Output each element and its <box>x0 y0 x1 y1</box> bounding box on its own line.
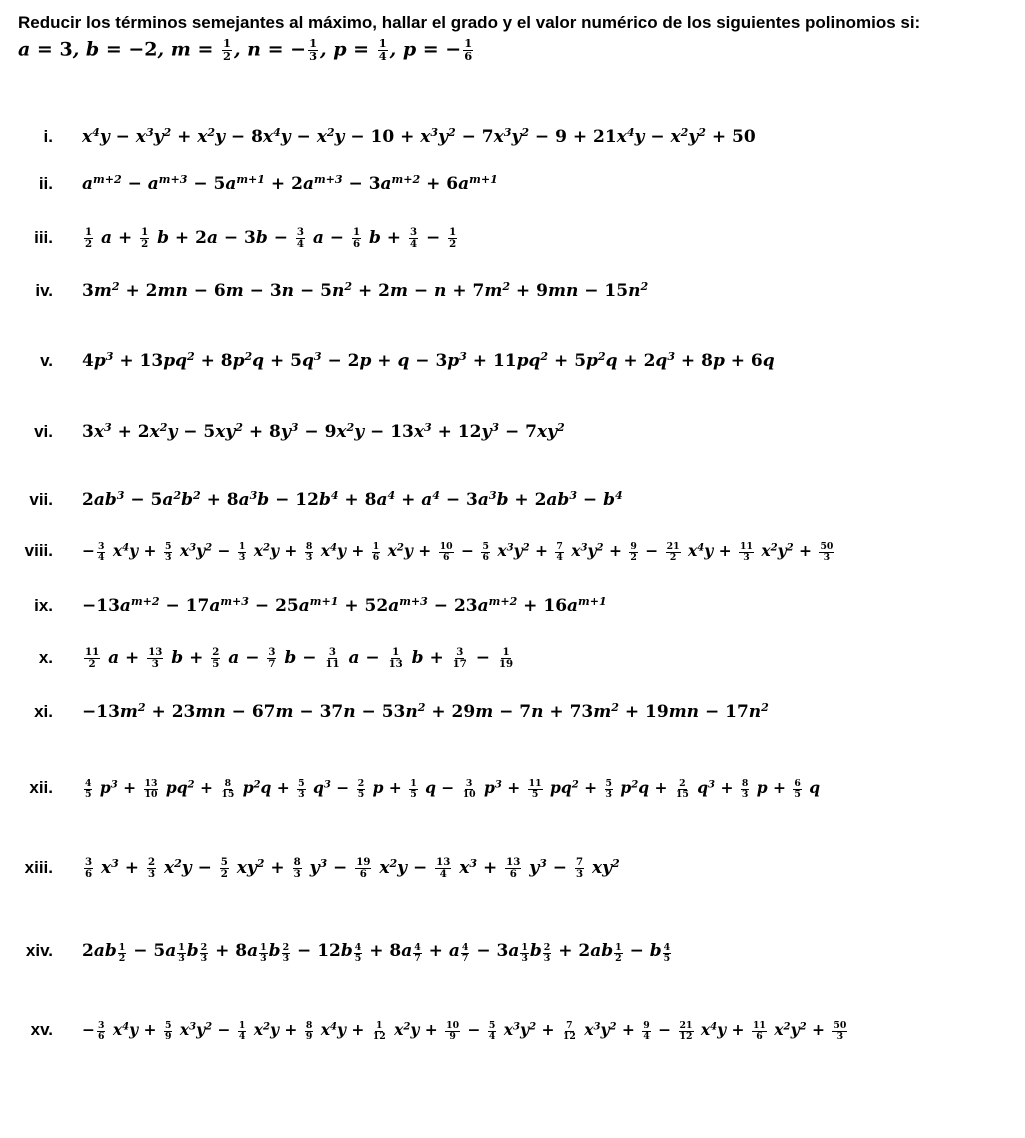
exercise-row <box>0 164 1025 204</box>
exercise-expression: $\frac{4}{5}$ $p^3$ + $\frac{13}{10}$ $pq^2$ + $\frac{8}{15}$ $p^2q$ + $\frac{5}{3}$ $q^3$ − $\frac{2}{5}$ p + $\frac{1}{5}$ q − $\frac{3}{10}$ $p^3$ + $\frac{11}{5}$ $pq^2$ + $\frac{5}{3}$ $p^2q$ + $\frac{2}{15}$ $q^3$ + $\frac{8}{3}$ p + $\frac{6}{5}$ q <box>85 777 821 800</box>
exercise-number: vii. <box>29 490 53 509</box>
exercise-number: i. <box>43 127 53 146</box>
exercise-row <box>0 586 1025 626</box>
exercise-row <box>0 341 1025 381</box>
exercise-number: x. <box>38 648 53 667</box>
exercise-number: xiv. <box>25 941 53 960</box>
exercise-expression: $-13a^{m+2} - 17a^{m+3} - 25a^{m+1} + 52a^{m+3} - 23a^{m+2} + 16a^{m+1}$ <box>82 594 607 616</box>
exercise-row <box>0 1010 1025 1050</box>
exercise-row <box>0 931 1025 971</box>
given-values: a = 3, b = −2, m = $\frac{1}{2}$ , n = − $\frac{1}{3}$ , p = $\frac{1}{4}$ , p = − $\frac{1}{6}$ <box>18 36 473 63</box>
exercise-expression: $2ab^3 - 5a^2b^2 + 8a^3b - 12b^4 + 8a^4 + a^4 - 3a^3b + 2ab^3 - b^4$ <box>82 488 623 510</box>
exercise-row <box>0 218 1025 258</box>
exercise-row <box>0 271 1025 311</box>
exercise-number: ix. <box>34 596 53 615</box>
exercise-expression: $-13m^2 + 23mn - 67m - 37n - 53n^2 + 29m - 7n + 73m^2 + 19mn - 17n^2$ <box>82 700 769 722</box>
exercise-number: xiii. <box>24 858 53 877</box>
exercise-row <box>0 117 1025 157</box>
exercise-row <box>0 412 1025 452</box>
exercise-expression: $x^4y - x^3y^2 + x^2y - 8x^4y - x^2y - 10 + x^3y^2 - 7x^3y^2 - 9 + 21x^4y - x^2y^2 + 50$ <box>82 125 756 147</box>
exercise-number: viii. <box>24 541 53 560</box>
exercise-number: ii. <box>38 174 53 193</box>
instructions-heading: Reducir los términos semejantes al máximo, hallar el grado y el valor numérico de los siguientes polinomios si: <box>18 13 921 32</box>
exercise-number: iii. <box>34 228 53 247</box>
exercise-expression: − $\frac{3}{4}$ $x^4y$ + $\frac{5}{3}$ $x^3y^2$ − $\frac{1}{3}$ $x^2y$ + $\frac{8}{3}$ $x^4y$ + $\frac{1}{6}$ $x^2y$ + $\frac{10}{6}$ − $\frac{5}{6}$ $x^3y^2$ + $\frac{7}{4}$ $x^3y^2$ + $\frac{9}{2}$ − $\frac{21}{2}$ $x^4y$ + $\frac{11}{3}$ $x^2y^2$ + $\frac{50}{3}$ <box>82 540 834 563</box>
exercise-number: iv. <box>35 281 53 300</box>
exercise-expression: − $\frac{3}{6}$ $x^4y$ + $\frac{5}{9}$ $x^3y^2$ − $\frac{1}{4}$ $x^2y$ + $\frac{8}{9}$ $x^4y$ + $\frac{1}{12}$ $x^2y$ + $\frac{10}{9}$ − $\frac{5}{4}$ $x^3y^2$ + $\frac{7}{12}$ $x^3y^2$ + $\frac{9}{4}$ − $\frac{21}{12}$ $x^4y$ + $\frac{11}{6}$ $x^2y^2$ + $\frac{50}{3}$ <box>82 1019 847 1042</box>
exercise-expression: $\frac{11}{2}$ a + $\frac{13}{3}$ b + $\frac{2}{5}$ a − $\frac{3}{7}$ b − $\frac{3}{11}$ a − $\frac{1}{13}$ b + $\frac{3}{17}$ − $\frac{1}{19}$ <box>85 646 514 670</box>
exercise-number: vi. <box>34 422 53 441</box>
exercise-number: xi. <box>34 702 53 721</box>
exercise-expression: $3x^3 + 2x^2y - 5xy^2 + 8y^3 - 9x^2y - 13x^3 + 12y^3 - 7xy^2$ <box>82 420 565 442</box>
exercise-expression: 2ab $^{\frac{1}{2}}$ − 5a $^{\frac{1}{3}}$ b $^{\frac{2}{3}}$ + 8a $^{\frac{1}{3}}$ b $^{\frac{2}{3}}$ − 12b $^{\frac{4}{5}}$ + 8a $^{\frac{4}{7}}$ + a $^{\frac{4}{7}}$ − 3a $^{\frac{1}{3}}$ b $^{\frac{2}{3}}$ + 2ab $^{\frac{1}{2}}$ − b $^{\frac{4}{5}}$ <box>82 941 671 964</box>
exercise-expression: $3m^2 + 2mn - 6m - 3n - 5n^2 + 2m - n + 7m^2 + 9mn - 15n^2$ <box>82 279 649 301</box>
exercise-number: v. <box>40 351 53 370</box>
exercise-expression: $4p^3 + 13pq^2 + 8p^2q + 5q^3 - 2p + q - 3p^3 + 11pq^2 + 5p^2q + 2q^3 + 8p + 6q$ <box>82 349 775 371</box>
exercise-row <box>0 692 1025 732</box>
exercise-row <box>0 768 1025 808</box>
exercise-row <box>0 480 1025 520</box>
exercise-number: xii. <box>29 778 53 797</box>
exercise-number: xv. <box>30 1020 53 1039</box>
exercise-row <box>0 848 1025 888</box>
exercise-expression: $\frac{1}{2}$ a + $\frac{1}{2}$ b + 2a − 3b − $\frac{3}{4}$ a − $\frac{1}{6}$ b + $\frac{3}{4}$ − $\frac{1}{2}$ <box>85 226 457 250</box>
exercise-row <box>0 638 1025 678</box>
exercise-expression: $\frac{3}{6}$ $x^3$ + $\frac{2}{3}$ $x^2y$ − $\frac{5}{2}$ $xy^2$ + $\frac{8}{3}$ $y^3$ − $\frac{19}{6}$ $x^2y$ − $\frac{13}{4}$ $x^3$ + $\frac{13}{6}$ $y^3$ − $\frac{7}{3}$ $xy^2$ <box>85 856 620 880</box>
exercise-row <box>0 531 1025 571</box>
exercise-expression: $a^{m+2} - a^{m+3} - 5a^{m+1} + 2a^{m+3} - 3a^{m+2} + 6a^{m+1}$ <box>82 172 498 194</box>
